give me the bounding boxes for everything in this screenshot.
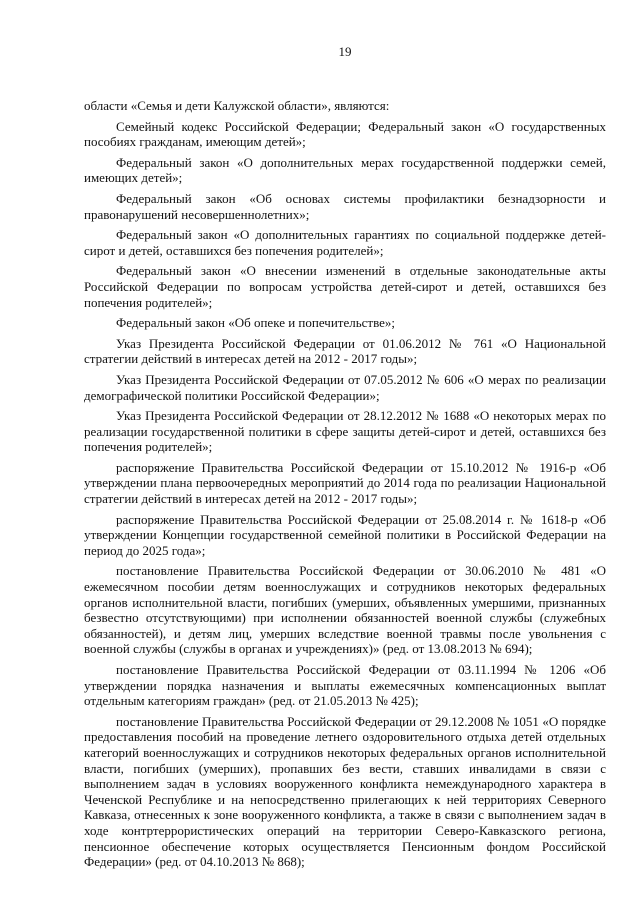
paragraph: постановление Правительства Российской Федерации от 29.12.2008 № 1051 «О порядке предоставления пособий на проведение летнего оздоровительного отдыха детей отдельных категорий военнослужащих и сотрудников некоторых федеральных органов исполнительной власти, погибших (умерших), пропавших без вести, ставших инвалидами в связи с выполнением задач в условиях вооруженного конфликта немеждународного характера в Чеченской Республике и на непосредственно прилегающих к ней территориях Северного Кавказа, отнесенных к зоне вооруженного конфликта, а также в связи с выполнением задач в ходе контртеррористических операций на территории Северо-Кавказского региона, пенсионное обеспечение которых осуществляется Пенсионным фондом Российской Федерации» (ред. от 04.10.2013 № 868); xyxy=(84,713,606,870)
paragraph: Указ Президента Российской Федерации от 01.06.2012 № 761 «О Национальной стратегии действий в интересах детей на 2012 - 2017 годы»; xyxy=(84,335,606,367)
paragraph: постановление Правительства Российской Федерации от 30.06.2010 № 481 «О ежемесячном пособии детям военнослужащих и сотрудников некоторых федеральных органов исполнительной власти, погибших (умерших, объявленных умершими, признанных безвестно отсутствующими) при исполнении обязанностей военной службы (служебных обязанностей), и детям лиц, умерших вследствие военной травмы после увольнения с военной службы (службы в органах и учреждениях)» (ред. от 13.08.2013 № 694); xyxy=(84,563,606,657)
page-number: 19 xyxy=(338,44,352,59)
paragraph: постановление Правительства Российской Федерации от 03.11.1994 № 1206 «Об утверждении порядка назначения и выплаты ежемесячных компенсационных выплат отдельным категориям граждан» (ред. от 21.05.2013 № 425); xyxy=(84,662,606,709)
document-body xyxy=(84,98,606,870)
paragraph: Федеральный закон «О дополнительных мерах государственной поддержки семей, имеющих детей»; xyxy=(84,154,606,186)
paragraph: Федеральный закон «О дополнительных гарантиях по социальной поддержке детей-сирот и детей, оставшихся без попечения родителей»; xyxy=(84,227,606,258)
paragraph: Федеральный закон «Об основах системы профилактики безнадзорности и правонарушений несовершеннолетних»; xyxy=(84,190,606,222)
paragraph: области «Семья и дети Калужской области», являются: xyxy=(84,98,390,113)
paragraph: Семейный кодекс Российской Федерации; Федеральный закон «О государственных пособиях гражданам, имеющим детей»; xyxy=(84,118,606,150)
paragraph: Федеральный закон «Об опеке и попечительстве»; xyxy=(116,315,396,331)
paragraph: Указ Президента Российской Федерации от 07.05.2012 № 606 «О мерах по реализации демографической политики Российской Федерации»; xyxy=(84,371,606,403)
paragraph: Федеральный закон «О внесении изменений в отдельные законодательные акты Российской Федерации по вопросам устройства детей-сирот и детей, оставшихся без попечения родителей»; xyxy=(84,263,606,310)
paragraph: распоряжение Правительства Российской Федерации от 15.10.2012 № 1916-р «Об утверждении плана первоочередных мероприятий до 2014 года по реализации Национальной стратегии действий в интересах детей на 2012 - 2017 годы»; xyxy=(84,459,606,507)
paragraph: Указ Президента Российской Федерации от 28.12.2012 № 1688 «О некоторых мерах по реализации государственной политики в сфере защиты детей-сирот и детей, оставшихся без попечения родителей»; xyxy=(84,408,606,455)
paragraph: распоряжение Правительства Российской Федерации от 25.08.2014 г. № 1618-р «Об утверждении Концепции государственной семейной политики в Российской Федерации на период до 2025 года»; xyxy=(84,511,606,558)
